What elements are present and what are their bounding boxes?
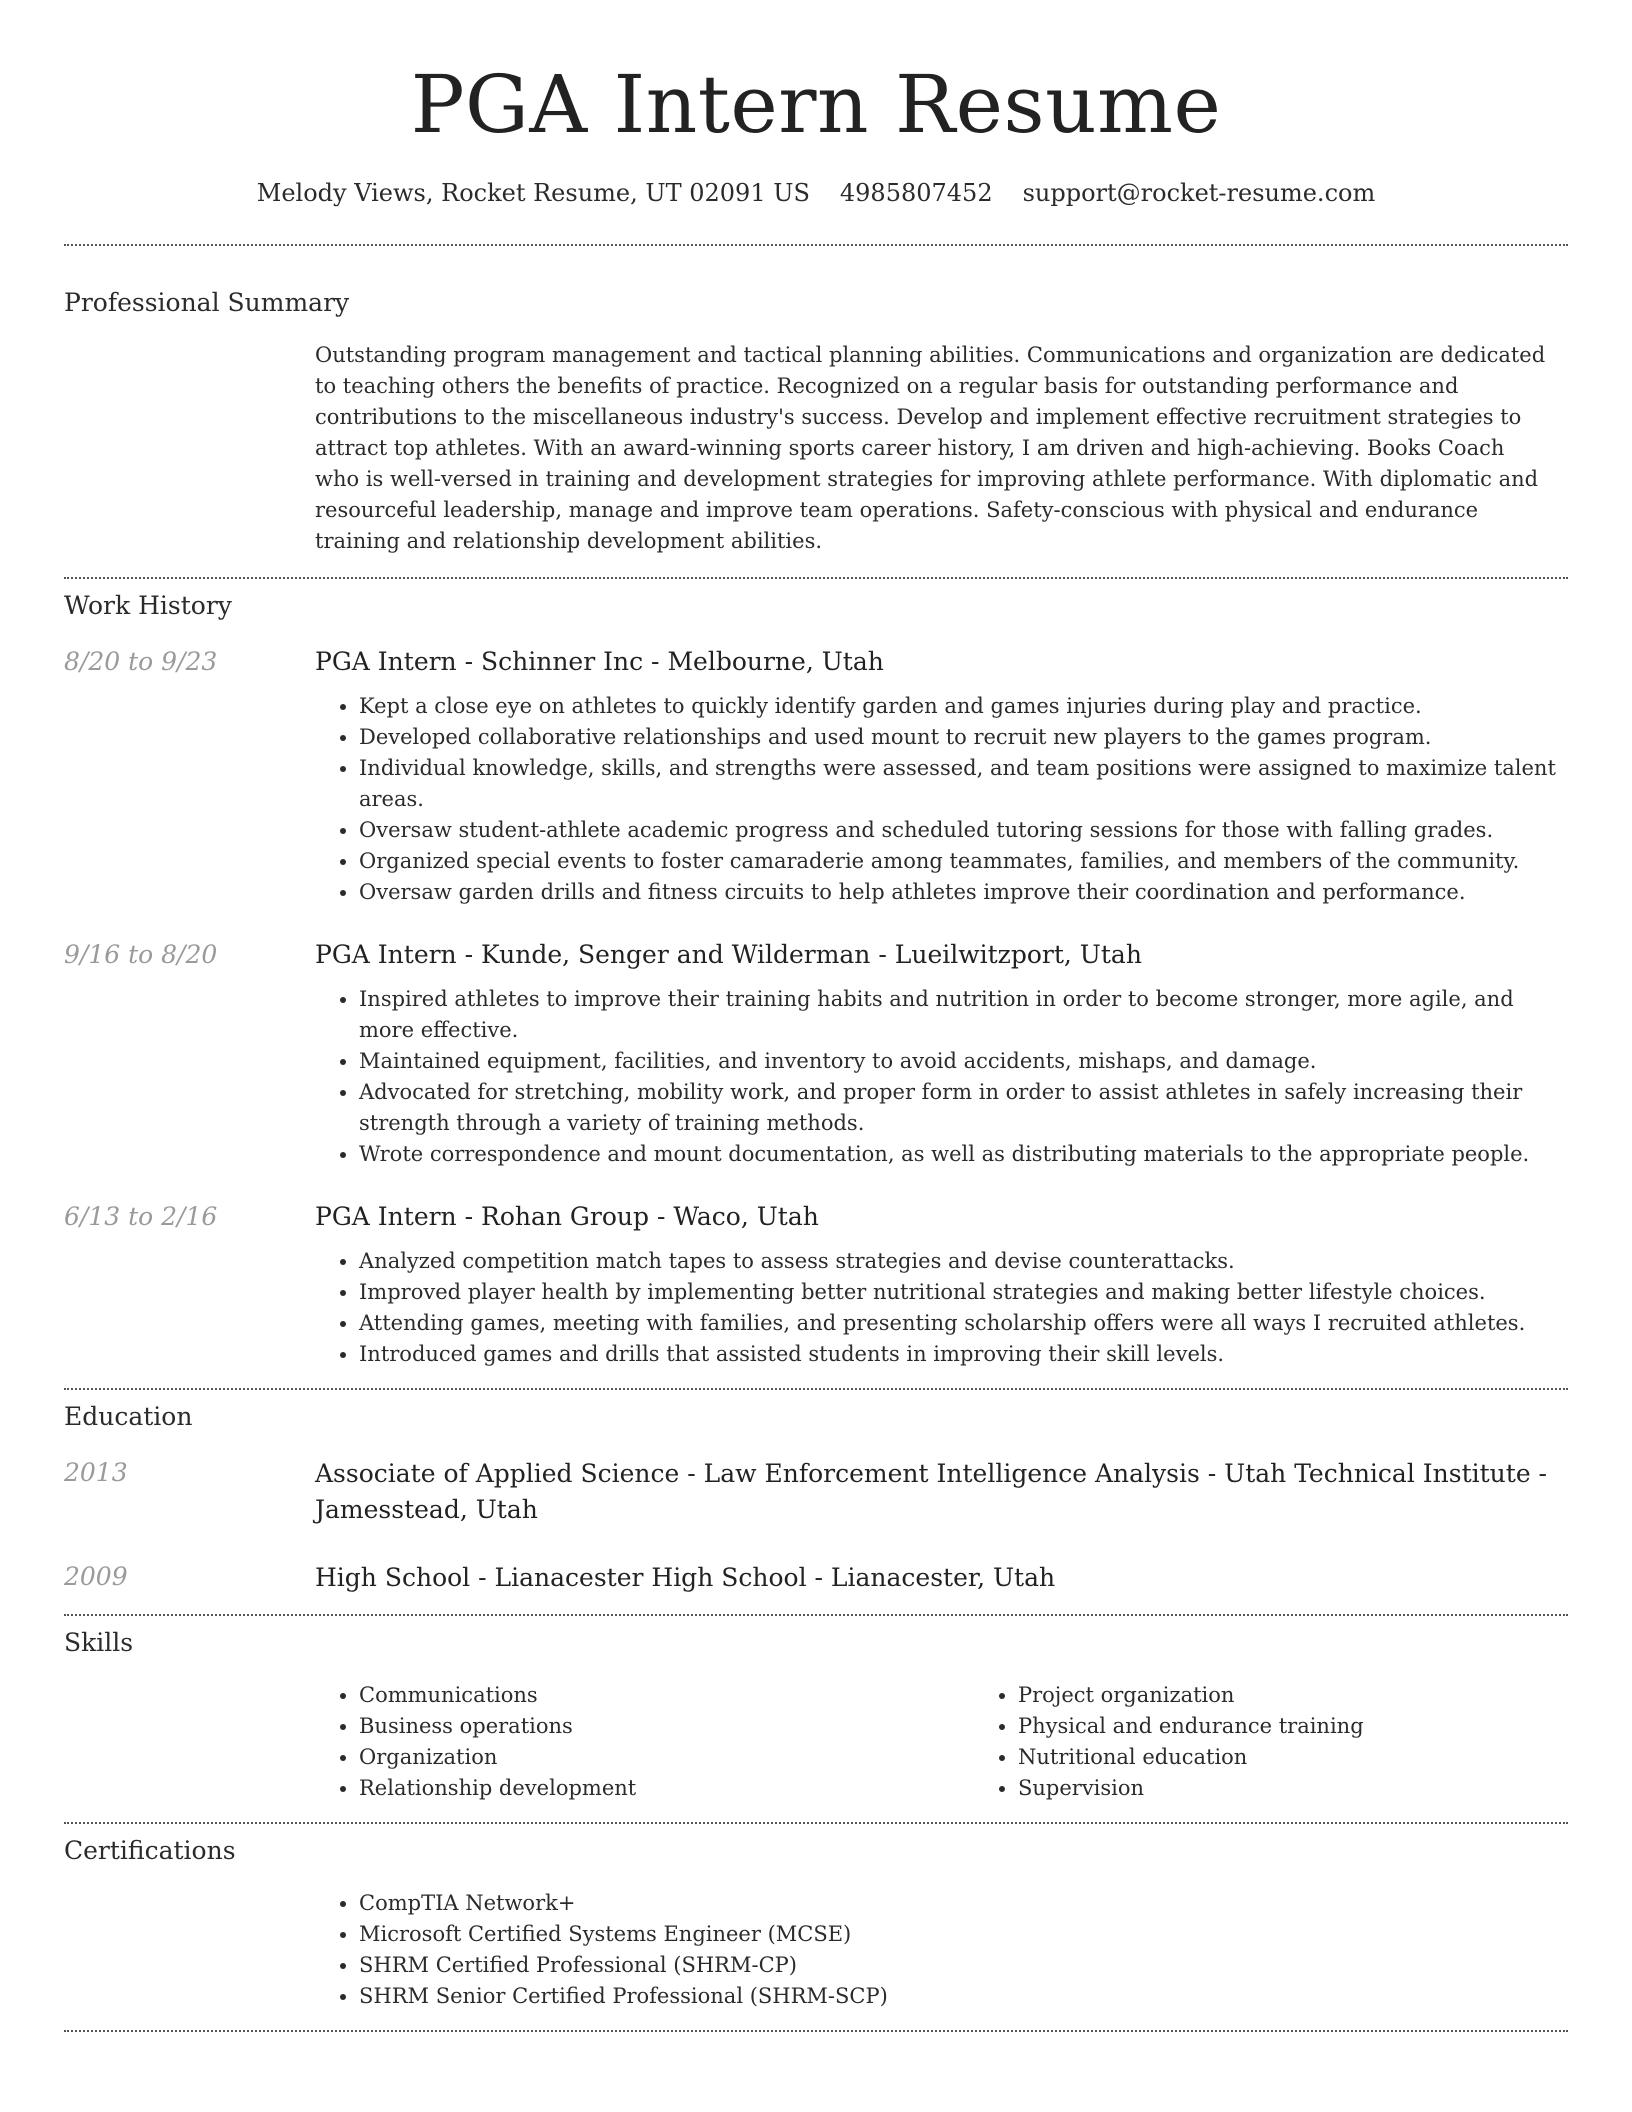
certification-item: • SHRM Senior Certified Professional (SHRM-SCP) xyxy=(359,1981,1568,2012)
job-bullets xyxy=(315,691,1568,908)
list-item: • Kept a close eye on athletes to quickly identify garden and games injuries during play and practice. xyxy=(359,691,1568,722)
list-item: • Developed collaborative relationships and used mount to recruit new players to the games program. xyxy=(359,722,1568,753)
certification-item: • SHRM Certified Professional (SHRM-CP) xyxy=(359,1950,1568,1981)
list-item: • Individual knowledge, skills, and strengths were assessed, and team positions were assigned to maximize talent areas. xyxy=(359,753,1568,815)
education-text: Associate of Applied Science - Law Enforcement Intelligence Analysis - Utah Technical Institute - Jamesstead, Utah xyxy=(315,1459,1548,1524)
job-title: PGA Intern - Kunde, Senger and Wilderman - Lueilwitzport, Utah xyxy=(315,940,1142,969)
certification-item: • CompTIA Network+ xyxy=(359,1888,1568,1919)
certifications-section xyxy=(64,1824,1568,2012)
job-dates: 9/16 to 8/20 xyxy=(64,940,218,969)
list-item: • Advocated for stretching, mobility work, and proper form in order to assist athletes in safely increasing their strength through a variety of training methods. xyxy=(359,1077,1568,1139)
skills-grid xyxy=(315,1680,1568,1804)
skill-item: • Physical and endurance training xyxy=(1018,1711,1364,1742)
job-entry xyxy=(64,938,1568,1170)
skill-item: • Project organization xyxy=(1018,1680,1364,1711)
job-bullets xyxy=(315,1246,1568,1370)
education-year: 2009 xyxy=(64,1562,128,1591)
skills-list-right xyxy=(974,1680,1364,1804)
resume-header xyxy=(64,0,1568,210)
skills-section xyxy=(64,1616,1568,1804)
list-item: • Attending games, meeting with families, and presenting scholarship offers were all ways I recruited athletes. xyxy=(359,1308,1568,1339)
contact-address: Melody Views, Rocket Resume, UT 02091 US xyxy=(256,179,810,207)
job-entry xyxy=(64,1200,1568,1370)
list-item: • Wrote correspondence and mount documentation, as well as distributing materials to the appropriate people. xyxy=(359,1139,1568,1170)
contact-email: support@rocket-resume.com xyxy=(1022,179,1376,207)
skill-item: • Supervision xyxy=(1018,1773,1364,1804)
job-bullets xyxy=(315,984,1568,1170)
list-item: • Introduced games and drills that assisted students in improving their skill levels. xyxy=(359,1339,1568,1370)
skills-spacer xyxy=(64,1680,315,1804)
education-entry xyxy=(64,1456,1568,1528)
work-title: Work History xyxy=(64,591,232,620)
skill-item: • Relationship development xyxy=(359,1773,974,1804)
summary-title: Professional Summary xyxy=(64,288,350,317)
list-item: • Oversaw garden drills and fitness circuits to help athletes improve their coordination and performance. xyxy=(359,877,1568,908)
education-section xyxy=(64,1390,1568,1596)
list-item: • Improved player health by implementing better nutritional strategies and making better lifestyle choices. xyxy=(359,1277,1568,1308)
summary-spacer xyxy=(64,340,315,557)
list-item: • Inspired athletes to improve their training habits and nutrition in order to become stronger, more agile, and more effective. xyxy=(359,984,1568,1046)
certifications-title: Certifications xyxy=(64,1836,236,1865)
skill-item: • Business operations xyxy=(359,1711,974,1742)
certifications-spacer xyxy=(64,1888,315,2012)
education-entry xyxy=(64,1560,1568,1596)
job-dates: 6/13 to 2/16 xyxy=(64,1202,218,1231)
skills-title: Skills xyxy=(64,1628,134,1657)
list-item: • Analyzed competition match tapes to assess strategies and devise counterattacks. xyxy=(359,1246,1568,1277)
skills-list-left xyxy=(315,1680,974,1804)
divider xyxy=(64,2030,1568,2032)
resume-name: PGA Intern Resume xyxy=(410,58,1222,151)
skill-item: • Organization xyxy=(359,1742,974,1773)
list-item: • Maintained equipment, facilities, and inventory to avoid accidents, mishaps, and damage. xyxy=(359,1046,1568,1077)
job-dates: 8/20 to 9/23 xyxy=(64,647,218,676)
contact-phone: 4985807452 xyxy=(839,179,993,207)
education-title: Education xyxy=(64,1402,193,1431)
skill-item: • Nutritional education xyxy=(1018,1742,1364,1773)
education-year: 2013 xyxy=(64,1458,128,1487)
certification-item: • Microsoft Certified Systems Engineer (MCSE) xyxy=(359,1919,1568,1950)
list-item: • Organized special events to foster camaraderie among teammates, families, and members of the community. xyxy=(359,846,1568,877)
job-entry xyxy=(64,645,1568,908)
list-item: • Oversaw student-athlete academic progress and scheduled tutoring sessions for those with falling grades. xyxy=(359,815,1568,846)
skill-item: • Communications xyxy=(359,1680,974,1711)
job-title: PGA Intern - Schinner Inc - Melbourne, Utah xyxy=(315,647,884,676)
education-text: High School - Lianacester High School - Lianacester, Utah xyxy=(315,1563,1056,1592)
summary-section xyxy=(64,246,1568,557)
work-section xyxy=(64,579,1568,1370)
summary-text: Outstanding program management and tactical planning abilities. Communications and organization are dedicated to teaching others the benefits of practice. Recognized on a regular basis for outstanding performance and contributions to the miscellaneous industry's success. Develop and implement effective recruitment strategies to attract top athletes. With an award-winning sports career history, I am driven and high-achieving. Books Coach who is well-versed in training and development strategies for improving athlete performance. With diplomatic and resourceful leadership, manage and improve team operations. Safety-conscious with physical and endurance training and relationship development abilities. xyxy=(315,343,1546,553)
contact-line xyxy=(64,176,1568,210)
certifications-list xyxy=(315,1888,1568,2012)
job-title: PGA Intern - Rohan Group - Waco, Utah xyxy=(315,1202,819,1231)
